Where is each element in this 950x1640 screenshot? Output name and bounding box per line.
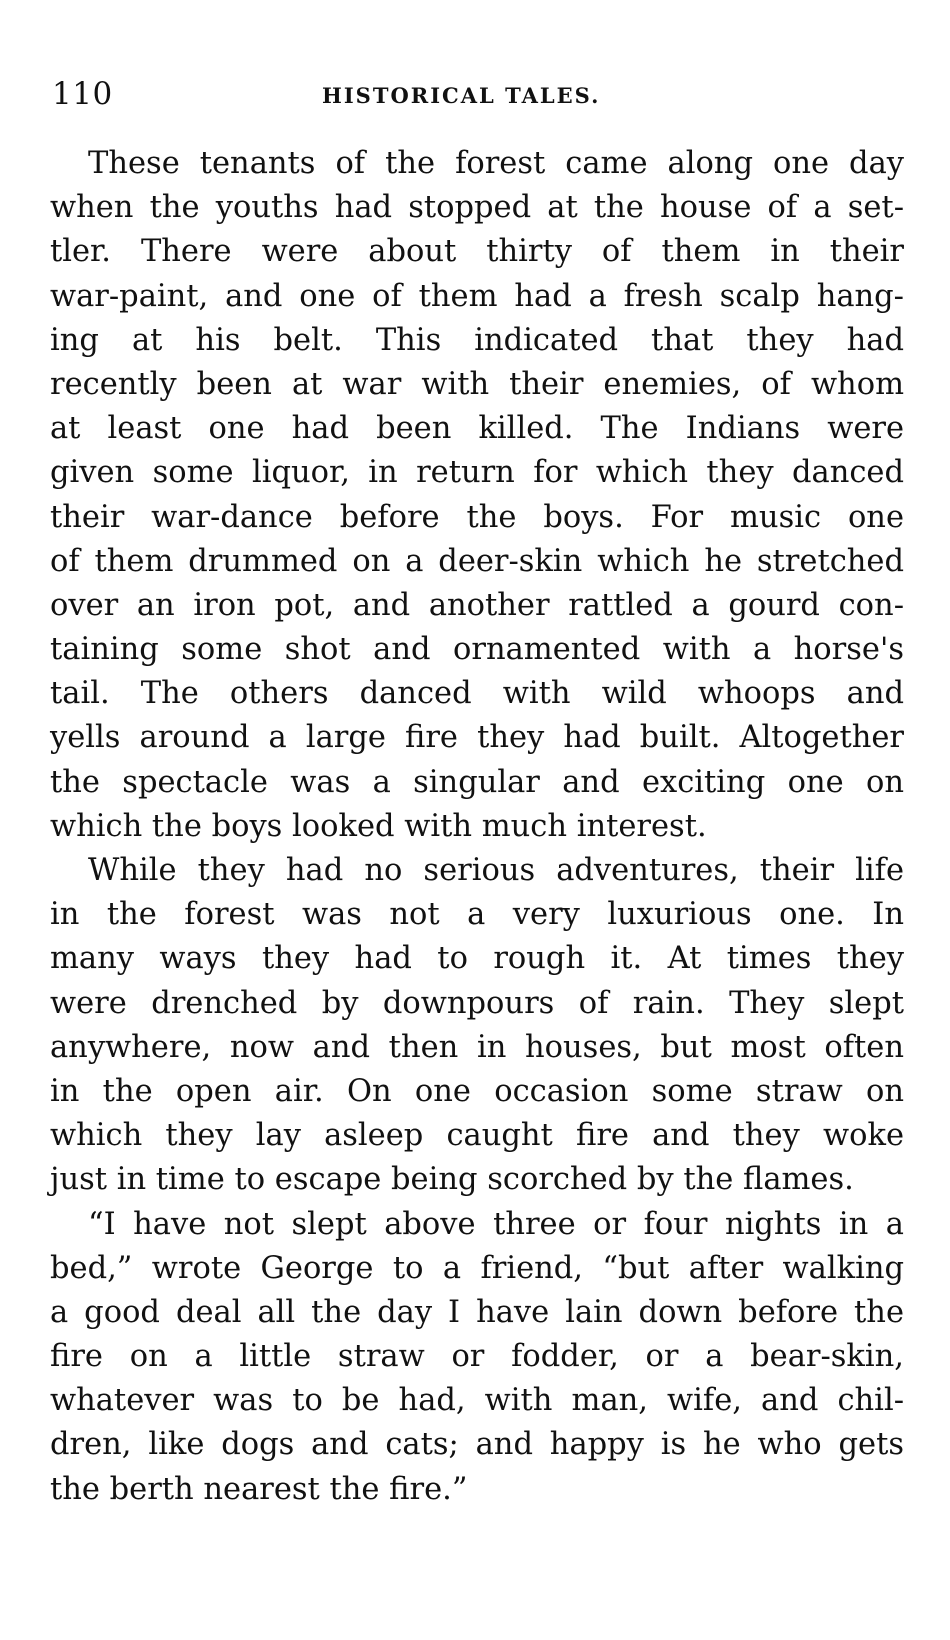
text-line: taining some shot and ornamented with a horse's (50, 632, 904, 668)
text-line: dren, like dogs and cats; and happy is he who gets (50, 1427, 904, 1463)
text-line: the berth nearest the fire.” (50, 1471, 468, 1507)
text-line: While they had no serious adventures, their life (88, 853, 904, 888)
text-line: given some liquor, in return for which they danced (50, 455, 904, 491)
text-line: at least one had been killed. The Indians were (50, 411, 904, 447)
running-title: HISTORICAL TALES. (322, 83, 601, 108)
text-line: which the boys looked with much interest. (50, 808, 707, 844)
text-line: fire on a little straw or fodder, or a bear-skin, (50, 1339, 904, 1375)
text-line: bed,” wrote George to a friend, “but after walking (50, 1250, 904, 1286)
text-line: anywhere, now and then in houses, but most often (50, 1029, 904, 1065)
text-line: tail. The others danced with wild whoops and (50, 676, 904, 712)
text-line: the spectacle was a singular and exciting one on (50, 764, 904, 800)
text-line: were drenched by downpours of rain. They slept (50, 985, 904, 1021)
text-line: “I have not slept above three or four nights in a (88, 1206, 904, 1242)
text-line: when the youths had stopped at the house of a set- (50, 190, 904, 226)
paragraph-1 (50, 142, 904, 849)
paragraph-3 (50, 1203, 904, 1512)
text-line: their war-dance before the boys. For music one (50, 499, 904, 535)
text-line: ing at his belt. This indicated that they had (50, 322, 904, 358)
text-line: yells around a large fire they had built. Altogether (50, 720, 904, 756)
text-line: war-paint, and one of them had a fresh scalp hang- (50, 278, 904, 314)
paragraph-2 (50, 849, 904, 1203)
page-number: 110 (52, 76, 113, 112)
text-line: in the forest was not a very luxurious one. In (50, 897, 904, 933)
text-line: over an iron pot, and another rattled a gourd con- (50, 587, 904, 623)
running-head (52, 74, 912, 114)
text-line: whatever was to be had, with man, wife, and chil- (50, 1383, 904, 1419)
text-line: tler. There were about thirty of them in their (50, 234, 904, 270)
text-line: which they lay asleep caught fire and they woke (50, 1118, 904, 1154)
text-line: many ways they had to rough it. At times they (50, 941, 904, 977)
text-line: just in time to escape being scorched by the flames. (50, 1162, 854, 1198)
text-line: a good deal all the day I have lain down before the (50, 1294, 904, 1330)
body-text (50, 142, 904, 1512)
text-line: in the open air. On one occasion some straw on (50, 1073, 904, 1109)
text-line: recently been at war with their enemies, of whom (50, 366, 904, 402)
text-line: These tenants of the forest came along one day (88, 146, 904, 181)
text-line: of them drummed on a deer-skin which he stretched (50, 543, 904, 579)
